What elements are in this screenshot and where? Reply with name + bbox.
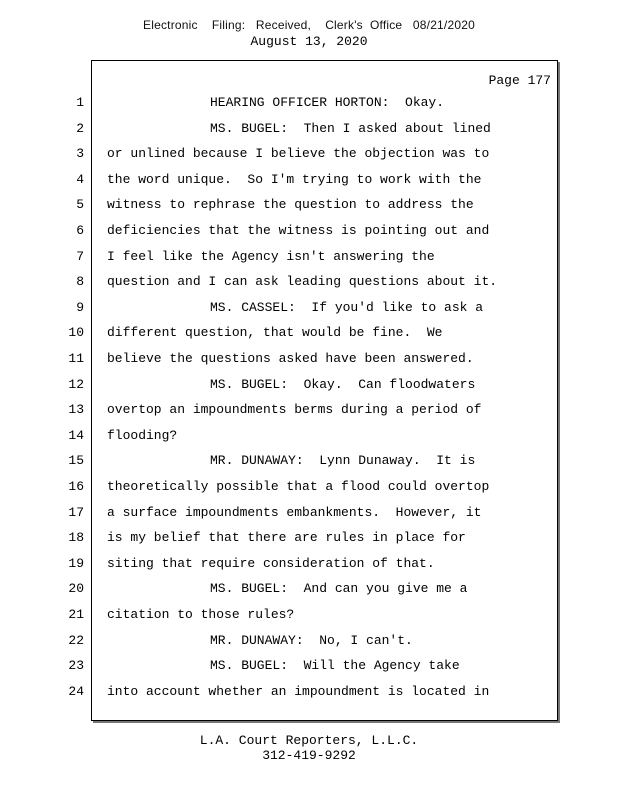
court-reporter-name: L.A. Court Reporters, L.L.C. — [199, 733, 419, 748]
line-number: 2 — [76, 120, 84, 136]
stamp-office: Office — [369, 18, 403, 32]
line-text: witness to rephrase the question to address the — [107, 197, 474, 213]
line-number: 12 — [68, 376, 84, 392]
transcript-line — [0, 448, 618, 473]
transcript-line — [0, 653, 618, 678]
transcript-line — [0, 141, 618, 166]
line-text: into account whether an impoundment is located in — [107, 683, 490, 699]
line-number: 19 — [68, 555, 84, 571]
line-text: citation to those rules? — [107, 607, 295, 622]
transcript-line — [0, 500, 618, 525]
line-text: a surface impoundments embankments. However, it — [107, 504, 482, 520]
line-text: MR. DUNAWAY: No, I can't. — [210, 632, 413, 648]
stamp-electronic: Electronic — [143, 18, 198, 32]
transcript-line — [0, 628, 618, 653]
transcript-line — [0, 525, 618, 550]
transcript-line — [0, 116, 618, 141]
line-number: 21 — [68, 607, 84, 622]
transcript-line — [0, 474, 618, 499]
line-number: 3 — [76, 146, 84, 162]
line-number: 1 — [76, 95, 84, 110]
line-number: 14 — [68, 427, 84, 443]
line-text: the word unique. So I'm trying to work with the — [107, 171, 482, 187]
line-text: is my belief that there are rules in place for — [107, 530, 466, 546]
line-text: MS. BUGEL: And can you give me a — [210, 581, 468, 597]
transcript-line — [0, 295, 618, 320]
line-number: 10 — [68, 325, 84, 341]
transcript-line — [0, 602, 618, 627]
transcript-line — [0, 269, 618, 294]
transcript-line — [0, 167, 618, 192]
line-number: 15 — [68, 453, 84, 469]
transcript-line — [0, 397, 618, 422]
filing-stamp — [0, 18, 618, 32]
line-number: 20 — [68, 581, 84, 597]
page-number: Page 177 — [488, 73, 551, 88]
transcript-line — [0, 90, 618, 115]
line-number: 13 — [68, 402, 84, 418]
transcript-line — [0, 576, 618, 601]
transcript-line — [0, 192, 618, 217]
line-text: HEARING OFFICER HORTON: Okay. — [210, 95, 445, 110]
line-text: or unlined because I believe the objection was to — [107, 146, 490, 162]
transcript-line — [0, 244, 618, 269]
line-text: question and I can ask leading questions about it. — [107, 274, 498, 290]
line-text: MS. BUGEL: Will the Agency take — [210, 658, 460, 674]
line-number: 17 — [68, 504, 84, 520]
line-number: 18 — [68, 530, 84, 546]
line-number: 4 — [76, 171, 84, 187]
line-number: 16 — [68, 479, 84, 494]
transcript-line — [0, 372, 618, 397]
line-text: believe the questions asked have been answered. — [107, 351, 474, 366]
line-text: different question, that would be fine. We — [107, 325, 443, 341]
transcript-line — [0, 551, 618, 576]
stamp-clerks: Clerk's — [325, 18, 363, 32]
line-number: 24 — [68, 683, 84, 699]
line-text: MS. BUGEL: Then I asked about lined — [210, 120, 491, 136]
line-text: siting that require consideration of that. — [107, 555, 435, 571]
line-number: 23 — [68, 658, 84, 674]
court-reporter-phone: 312-419-9292 — [262, 748, 356, 763]
transcript-line — [0, 218, 618, 243]
stamp-date: 08/21/2020 — [412, 18, 475, 32]
line-text: flooding? — [107, 427, 178, 443]
transcript-line — [0, 320, 618, 345]
line-text: MR. DUNAWAY: Lynn Dunaway. It is — [210, 453, 476, 469]
transcript-line — [0, 423, 618, 448]
line-number: 5 — [76, 197, 84, 213]
transcript-line — [0, 679, 618, 704]
transcript-line — [0, 346, 618, 371]
line-number: 8 — [76, 274, 84, 290]
stamp-received: Received, — [255, 18, 312, 32]
stamp-filing: Filing: — [211, 18, 246, 32]
line-number: 6 — [76, 223, 84, 238]
line-text: overtop an impoundments berms during a period of — [107, 402, 482, 418]
footer — [0, 733, 618, 763]
line-text: MS. CASSEL: If you'd like to ask a — [210, 299, 484, 315]
line-text: theoretically possible that a flood could overtop — [107, 479, 490, 494]
line-number: 11 — [68, 351, 84, 366]
hearing-date: August 13, 2020 — [250, 34, 368, 49]
line-number: 9 — [76, 299, 84, 315]
line-text: I feel like the Agency isn't answering the — [107, 248, 435, 264]
line-text: deficiencies that the witness is pointing out and — [107, 223, 490, 238]
line-number: 7 — [76, 248, 84, 264]
line-text: MS. BUGEL: Okay. Can floodwaters — [210, 376, 476, 392]
line-number: 22 — [68, 632, 84, 648]
